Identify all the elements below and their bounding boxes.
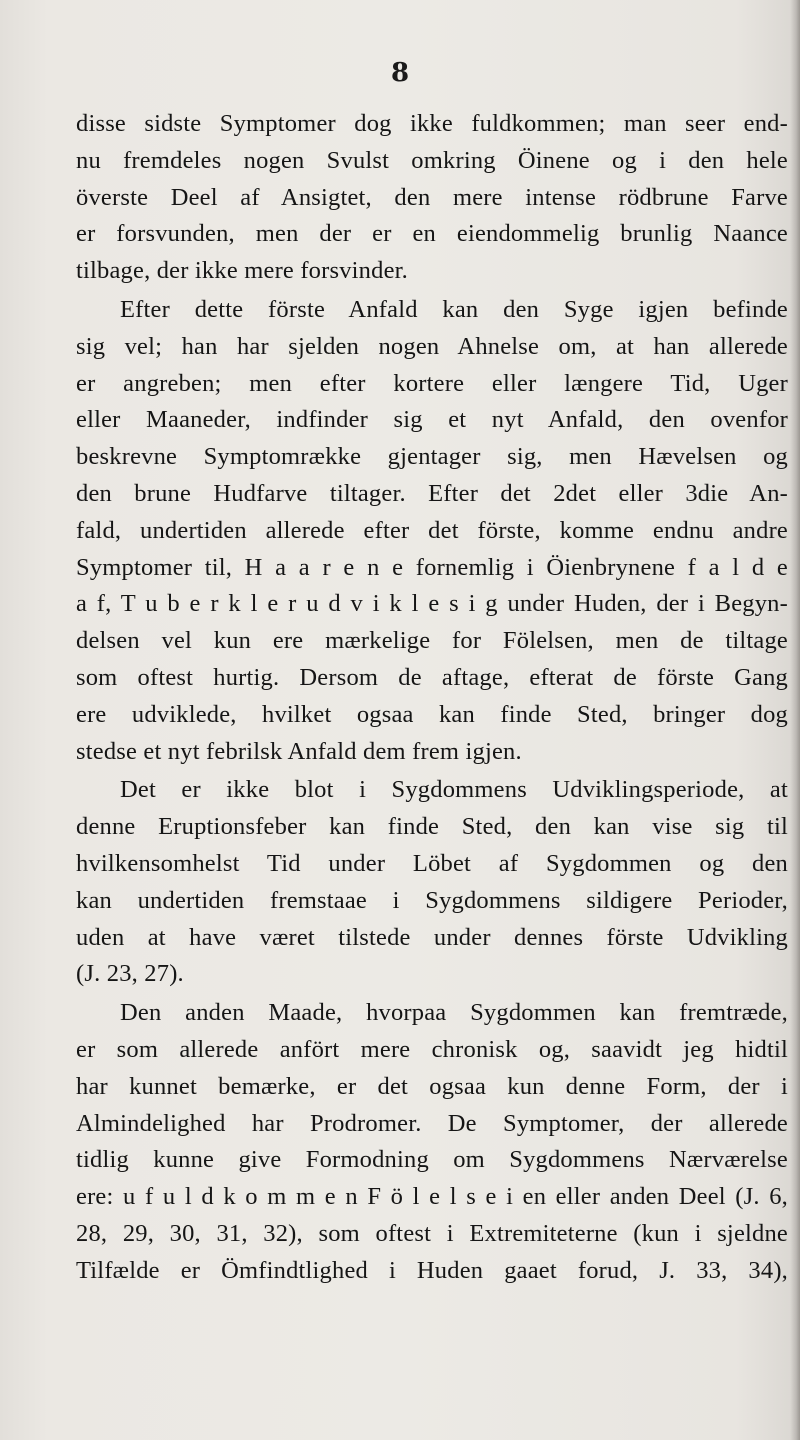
text-line: disse sidste Symptomer dog ikke fuldkommen; man seer end- bbox=[76, 110, 788, 137]
text-line: Efter dette förste Anfald kan den Syge igjen befinde bbox=[120, 295, 788, 323]
text-line: (J. 23, 27). bbox=[76, 960, 184, 988]
text-line: a f, T u b e r k l e r u d v i k l e s i g under Huden, der i Begyn- bbox=[76, 590, 788, 618]
body-text bbox=[76, 106, 788, 1290]
text-line: som oftest hurtig. Dersom de aftage, efterat de förste Gang bbox=[76, 663, 788, 691]
text-line: uden at have været tilstede under dennes förste Udvikling bbox=[76, 923, 788, 951]
text-line: denne Eruptionsfeber kan finde Sted, den kan vise sig til bbox=[76, 813, 788, 841]
page-edge-shadow bbox=[790, 0, 800, 1440]
text-line: Det er ikke blot i Sygdommens Udviklingsperiode, at bbox=[120, 776, 788, 804]
text-line: kan undertiden fremstaae i Sygdommens sildigere Perioder, bbox=[76, 886, 788, 914]
text-line: eller Maaneder, indfinder sig et nyt Anfald, den ovenfor bbox=[76, 406, 788, 434]
text-line: delsen vel kun ere mærkelige for Fölelsen, men de tiltage bbox=[76, 627, 788, 655]
text-line: er forsvunden, men der er en eiendommelig brunlig Naance bbox=[76, 220, 788, 248]
text-line: Almindelighed har Prodromer. De Symptomer, der allerede bbox=[76, 1109, 788, 1137]
text-line: Den anden Maade, hvorpaa Sygdommen kan fremtræde, bbox=[120, 999, 788, 1027]
text-line: beskrevne Symptomrække gjentager sig, men Hævelsen og bbox=[76, 443, 788, 471]
text-line: 28, 29, 30, 31, 32), som oftest i Extremiteterne (kun i sjeldne bbox=[76, 1219, 788, 1247]
text-line: överste Deel af Ansigtet, den mere intense rödbrune Farve bbox=[76, 183, 788, 211]
text-line: stedse et nyt febrilsk Anfald dem frem igjen. bbox=[76, 737, 522, 765]
text-line: er som allerede anfört mere chronisk og, saavidt jeg hidtil bbox=[76, 1035, 788, 1063]
text-line: ere: u f u l d k o m m e n F ö l e l s e i en eller anden Deel (J. 6, bbox=[76, 1183, 788, 1211]
text-line: fald, undertiden allerede efter det förste, komme endnu andre bbox=[76, 516, 788, 544]
text-line: Tilfælde er Ömfindtlighed i Huden gaaet forud, J. 33, 34), bbox=[76, 1256, 788, 1284]
text-line: tilbage, der ikke mere forsvinder. bbox=[76, 257, 408, 285]
text-line: tidlig kunne give Formodning om Sygdommens Nærværelse bbox=[76, 1146, 788, 1174]
text-line: nu fremdeles nogen Svulst omkring Öinene og i den hele bbox=[76, 146, 788, 174]
page-number: 8 bbox=[390, 58, 410, 88]
text-line: den brune Hudfarve tiltager. Efter det 2det eller 3die An- bbox=[76, 479, 788, 507]
text-line: er angreben; men efter kortere eller længere Tid, Uger bbox=[76, 369, 788, 397]
text-line: hvilkensomhelst Tid under Löbet af Sygdommen og den bbox=[76, 849, 788, 877]
text-line: har kunnet bemærke, er det ogsaa kun denne Form, der i bbox=[76, 1072, 788, 1100]
text-line: Symptomer til, H a a r e n e fornemlig i Öienbrynene f a l d e bbox=[76, 553, 788, 581]
text-line: sig vel; han har sjelden nogen Ahnelse om, at han allerede bbox=[76, 332, 788, 360]
text-line: ere udviklede, hvilket ogsaa kan finde Sted, bringer dog bbox=[76, 700, 788, 728]
